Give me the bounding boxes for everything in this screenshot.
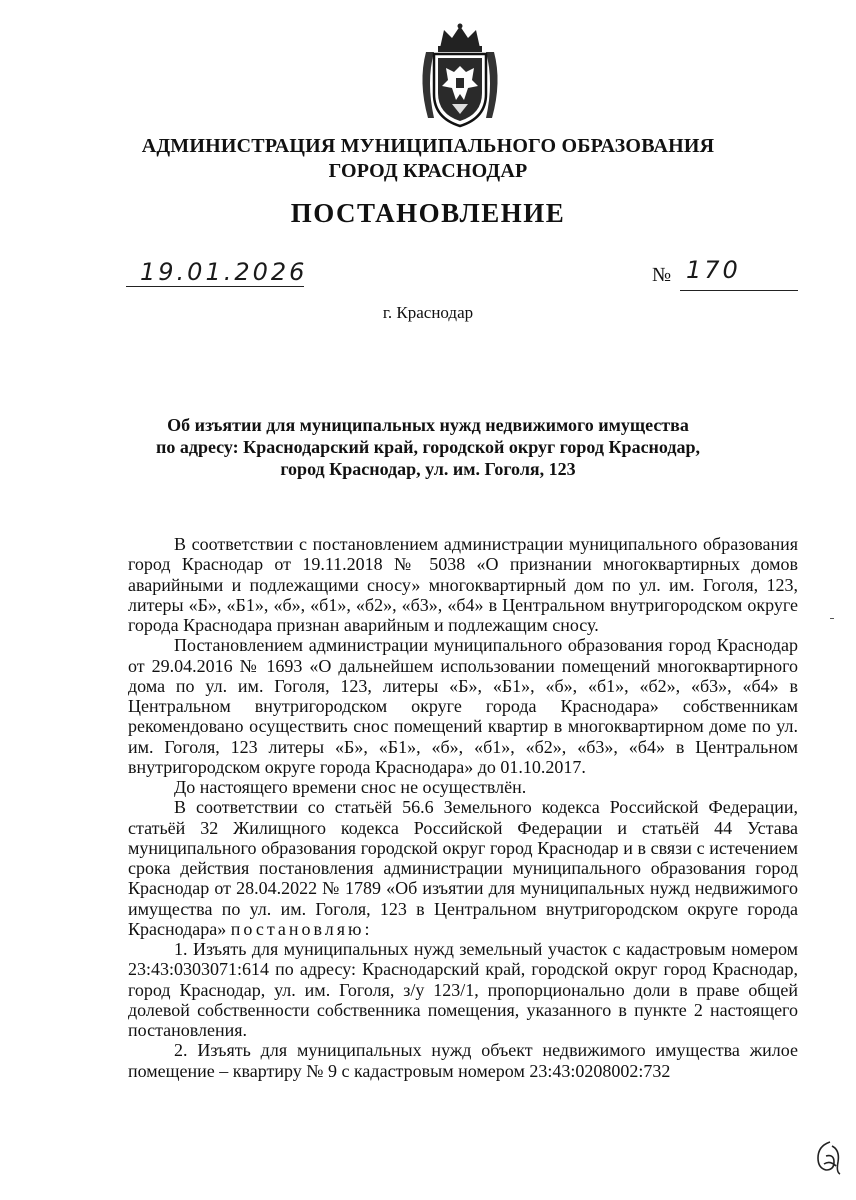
document-subject	[0, 414, 856, 480]
number-sign: №	[652, 264, 672, 286]
paragraph-2: Постановлением администрации муниципального образования город Краснодар от 29.04.2016 № 1693 «О дальнейшем использовании помещений многоквартирного дома по ул. им. Гоголя, 123, литеры «Б», «Б1», «б», «б1», «б2», «б3», «б4» в Центральном внутригородском округе города Краснодара» собственникам рекомендовано осуществить снос помещений квартир в многоквартирном доме по ул. им. Гоголя, 123 литеры «Б», «Б1», «б», «б1», «б2», «б3», «б4» в Центральном внутригородском округе города Краснодара» до 01.10.2017.	[128, 635, 798, 777]
organization-name	[0, 134, 856, 184]
org-line-2: ГОРОД КРАСНОДАР	[328, 160, 528, 182]
coat-of-arms-icon	[412, 22, 508, 130]
paragraph-4-text: В соответствии со статьёй 56.6 Земельного кодекса Российской Федерации, статьёй 32 Жилищного кодекса Российской Федерации и статьёй 44 Устава муниципального образования городской округ город Краснодар и в связи с истечением срока действия постановления администрации муниципального образования город Краснодар от 28.04.2022 № 1789 «Об изъятии для муниципальных нужд недвижимого имущества по ул. им. Гоголя, 123 в Центральном внутригородском округе города Краснодара»	[128, 797, 798, 939]
paragraph-5: 1. Изъять для муниципальных нужд земельный участок с кадастровым номером 23:43:0303071:614 по адресу: Краснодарский край, городской округ город Краснодар, город Краснодар, ул. им. Гоголя, з/у 123/1, пропорционально доли в праве общей долевой собственности собственника помещения, указанного в пункте 2 настоящего постановления.	[128, 939, 798, 1040]
document-date: 19.01.2026	[140, 258, 308, 286]
document-type-title: ПОСТАНОВЛЕНИЕ	[290, 198, 566, 228]
subject-line-2: по адресу: Краснодарский край, городской округ город Краснодар,	[155, 437, 701, 457]
document-number: 170	[686, 256, 741, 284]
paragraph-6: 2. Изъять для муниципальных нужд объект недвижимого имущества жилое помещение – квартиру № 9 с кадастровым номером 23:43:0208002:732	[128, 1040, 798, 1081]
paragraph-4	[128, 797, 798, 939]
margin-mark	[830, 618, 834, 619]
paragraph-3: До настоящего времени снос не осуществлён.	[174, 777, 527, 797]
signature-initials-icon	[810, 1136, 846, 1176]
org-line-1: АДМИНИСТРАЦИЯ МУНИЦИПАЛЬНОГО ОБРАЗОВАНИЯ	[141, 135, 715, 157]
date-underline	[126, 286, 304, 287]
subject-line-1: Об изъятии для муниципальных нужд недвижимого имущества	[167, 415, 689, 435]
city-name: г. Краснодар	[382, 303, 474, 322]
paragraph-1: В соответствии с постановлением администрации муниципального образования город Краснодар от 19.11.2018 № 5038 «О признании многоквартирных домов аварийными и подлежащими сносу» многоквартирный дом по ул. им. Гоголя, 123, литеры «Б», «Б1», «б», «б1», «б2», «б3», «б4» в Центральном внутригородском округе города Краснодара признан аварийным и подлежащим сносу.	[128, 534, 798, 635]
resolution-keyword: постановляю:	[230, 918, 373, 939]
subject-line-3: город Краснодар, ул. им. Гоголя, 123	[280, 459, 576, 479]
document-body	[128, 534, 798, 1081]
number-underline	[680, 290, 798, 291]
